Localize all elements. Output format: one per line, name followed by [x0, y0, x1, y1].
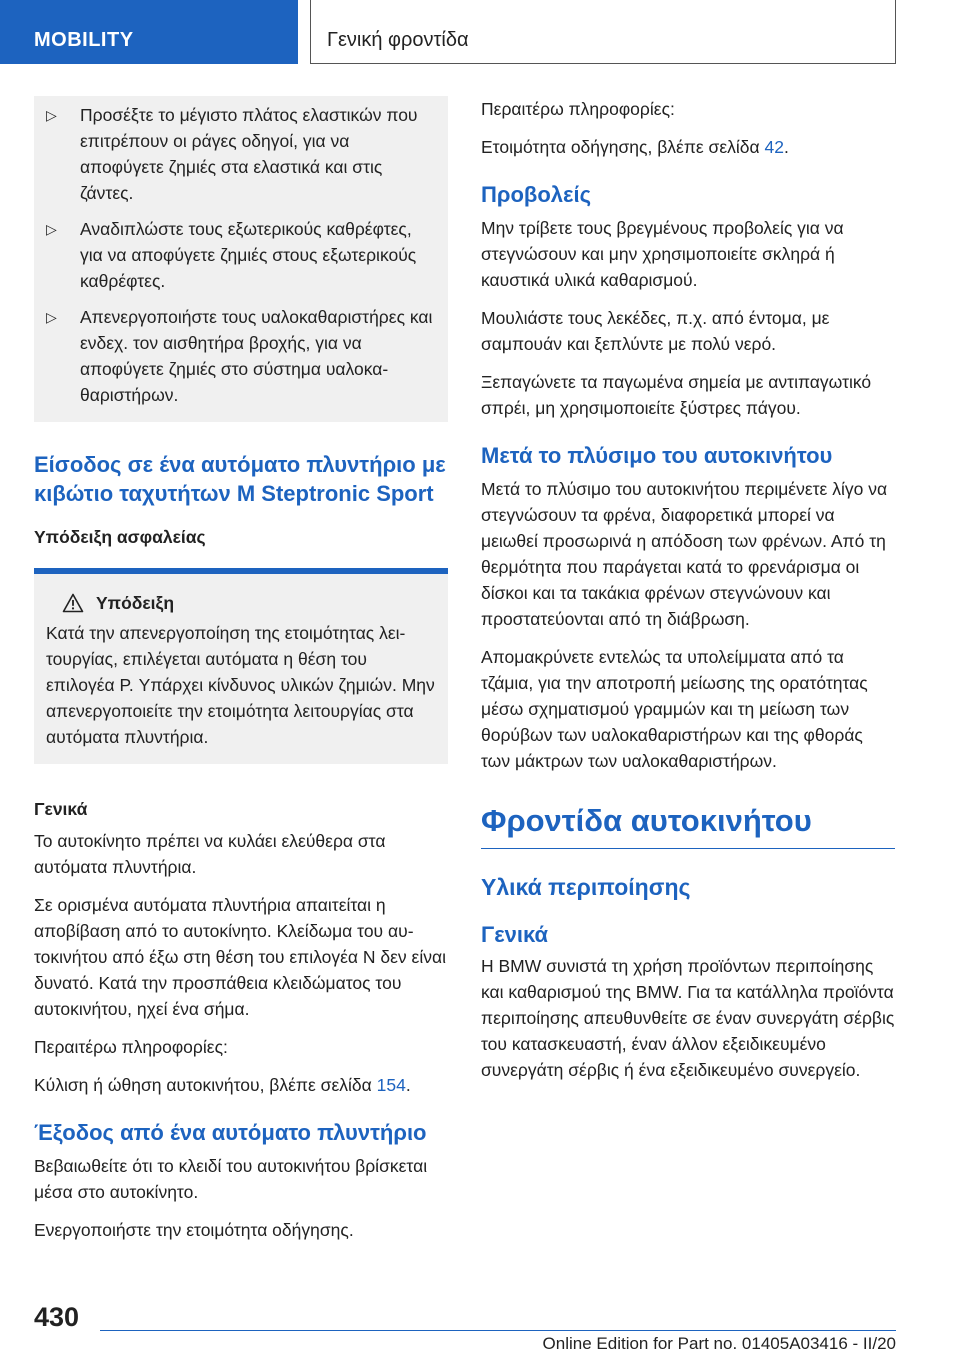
paragraph: Ξεπαγώνετε τα παγωμένα σημεία με αντιπαγωτικό σπρέι, μη χρησιμοποιείτε ξύστρες πάγου.: [481, 372, 872, 418]
paragraph: Απομακρύνετε εντελώς τα υπολείμματα από τα τζάμια, για την αποτροπή μείωσης της ορατότητας μέσω σχηματισμού γραμμών και τη μείωση των θορύβων των υαλοκαθαριστήρων και της φθοράς των μάκτρων των υαλοκαθαριστήρων.: [481, 647, 868, 771]
cross-reference: Κύλιση ή ώθηση αυτοκινήτου, βλέπε σελίδα 154.: [34, 1075, 411, 1095]
safety-heading: Υπόδειξη ασφαλείας: [34, 527, 206, 547]
right-column: [481, 96, 895, 1095]
footer-rule: [100, 1330, 896, 1331]
paragraph: Περαιτέρω πληροφορίες:: [481, 99, 675, 119]
general-heading: Γενικά: [34, 799, 88, 819]
paragraph: Σε ορισμένα αυτόματα πλυντήρια απαιτείται η αποβίβαση από το αυτοκίνητο. Κλείδωμα του αυτοκινήτου από έξω στη θέση του επιλογέα N δεν είναι δυνατό. Κατά την προσπάθεια κλειδώματος του αυτοκινήτου, ηχεί ένα σήμα.: [34, 895, 446, 1019]
step-item: [44, 216, 434, 294]
paragraph: Περαιτέρω πληροφορίες:: [34, 1037, 228, 1057]
steps-box: [34, 96, 448, 422]
warning-box: [34, 568, 448, 764]
paragraph: Μην τρίβετε τους βρεγμένους προβολείς για να στεγνώσουν και μην χρησιμοποιείτε σκληρά ή καυστικά υλικά καθαρισμού.: [481, 218, 844, 290]
chapter-heading-vehicle-care: Φροντίδα αυτοκινήτου: [481, 803, 812, 838]
heading-general: Γενικά: [481, 922, 549, 947]
cross-reference: Ετοιμότητα οδήγησης, βλέπε σελίδα 42.: [481, 137, 789, 157]
edition-note: Online Edition for Part no. 01405A03416 - II/20: [542, 1334, 896, 1353]
heading-headlights: Προβολείς: [481, 182, 592, 207]
chapter-title: Γενική φροντίδα: [310, 0, 896, 64]
warning-triangle-icon: [62, 593, 84, 613]
page-link[interactable]: 154: [376, 1075, 406, 1095]
section-tab: MOBILITY: [0, 0, 298, 64]
triangle-right-icon: ▷: [46, 221, 57, 237]
paragraph: Η BMW συνιστά τη χρήση προϊόντων περιποίησης και καθαρισμού της BMW. Για τα κατάλληλα προϊόντα περιποίησης απευθυνθείτε σε έναν συνεργάτη σέρβις του κατασκευαστή, έναν άλλον εξειδικευμένο συνεργάτη σέρβις ή ένα εξειδικευμένο συνεργείο.: [481, 956, 895, 1080]
step-text: Αναδιπλώστε τους εξωτερικούς καθρέφτες, για να αποφύγετε ζημιές στους εξωτερικούς καθρέφτες.: [80, 219, 417, 291]
triangle-right-icon: ▷: [46, 309, 57, 325]
heading-entry-carwash: Είσοδος σε ένα αυτόματο πλυντήριο με κιβώτιο ταχυτήτων M Steptronic Sport: [34, 452, 446, 506]
step-text: Προσέξτε το μέγιστο πλάτος ελαστικών που επιτρέπουν οι ράγες οδηγοί, για να αποφύγετε ζημιές στα ελαστικά και στις ζάντες.: [80, 105, 418, 203]
warning-text: Κατά την απενεργοποίηση της ετοιμότητας λειτουργίας, επιλέγεται αυτόματα η θέση του επιλογέα P. Υπάρχει κίνδυνος υλικών ζημιών. Μην απενεργοποιείτε την ετοιμότητα λειτουργίας στα αυτόματα πλυντήρια.: [46, 623, 435, 747]
paragraph: Μετά το πλύσιμο του αυτοκινήτου περιμένετε λίγο να στεγνώσουν τα φρένα, διαφορετικά μπορεί να μειωθεί προσωρινά η απόδοση των φρένων. Από τη θερμότητα που παράγεται κατά το φρενάρισμα οι δίσκοι και τα τακάκια φρένων στεγνώνουν και προστατεύονται από τη διάβρωση.: [481, 479, 888, 629]
paragraph: Ενεργοποιήστε την ετοιμότητα οδήγησης.: [34, 1220, 354, 1240]
triangle-right-icon: ▷: [46, 107, 57, 123]
heading-care-products: Υλικά περιποίησης: [481, 874, 691, 900]
left-column: [34, 96, 448, 1255]
paragraph: Βεβαιωθείτε ότι το κλειδί του αυτοκινήτου βρίσκεται μέσα στο αυτοκίνητο.: [34, 1156, 428, 1202]
step-item: [44, 304, 434, 408]
page-link[interactable]: 42: [764, 137, 784, 157]
heading-after-wash: Μετά το πλύσιμο του αυτοκινήτου: [481, 443, 833, 468]
heading-exit-carwash: Έξοδος από ένα αυτόματο πλυντήριο: [34, 1120, 427, 1145]
step-text: Απενεργοποιήστε τους υαλοκαθαριστήρες και ενδεχ. τον αισθητήρα βροχής, για να αποφύγετε ζημιές στο σύστημα υαλοκαθαριστήρων.: [80, 307, 433, 405]
warning-title: Υπόδειξη: [96, 593, 175, 613]
paragraph: Μουλιάστε τους λεκέδες, π.χ. από έντομα, με σαμπουάν και ξεπλύντε με πολύ νερό.: [481, 308, 830, 354]
heading-rule: [481, 848, 895, 849]
step-item: [44, 102, 434, 206]
paragraph: Το αυτοκίνητο πρέπει να κυλάει ελεύθερα στα αυτόματα πλυντήρια.: [34, 831, 386, 877]
page-number: 430: [34, 1302, 80, 1332]
